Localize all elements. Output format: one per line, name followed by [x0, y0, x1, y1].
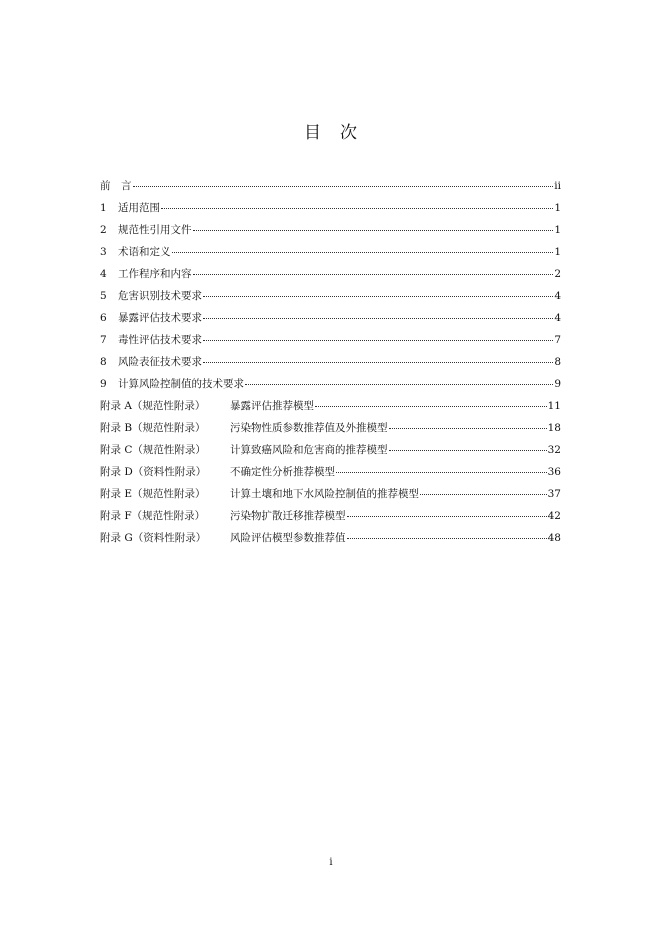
- toc-entry-3[interactable]: [100, 244, 561, 266]
- toc-entry-appendix-a[interactable]: [100, 398, 561, 420]
- toc-number: 2: [100, 224, 107, 236]
- toc-label: 污染物扩散迁移推荐模型: [230, 510, 346, 522]
- toc-label: 术语和定义: [118, 246, 171, 258]
- leader-dots: [347, 537, 547, 539]
- leader-dots: [420, 493, 547, 495]
- table-of-contents: [100, 178, 561, 552]
- toc-entry-appendix-f[interactable]: [100, 508, 561, 530]
- leader-dots: [347, 515, 547, 517]
- toc-label: 计算致癌风险和危害商的推荐模型: [230, 444, 388, 456]
- toc-entry-appendix-e[interactable]: [100, 486, 561, 508]
- toc-number: 6: [100, 312, 107, 324]
- leader-dots: [203, 339, 553, 341]
- toc-entry-2[interactable]: [100, 222, 561, 244]
- toc-number: 5: [100, 290, 107, 302]
- toc-label: 暴露评估技术要求: [118, 312, 202, 324]
- toc-entry-8[interactable]: [100, 354, 561, 376]
- toc-entry-9[interactable]: [100, 376, 561, 398]
- toc-page-number: ii: [554, 180, 561, 192]
- toc-entry-appendix-d[interactable]: [100, 464, 561, 486]
- leader-dots: [203, 295, 553, 297]
- toc-page-number: 36: [547, 466, 561, 478]
- toc-number: 4: [100, 268, 107, 280]
- leader-dots: [172, 251, 554, 253]
- toc-number: 8: [100, 356, 107, 368]
- toc-number: 附录 A（规范性附录）: [100, 400, 206, 412]
- toc-page-number: 18: [547, 422, 561, 434]
- toc-label: 计算土壤和地下水风险控制值的推荐模型: [230, 488, 419, 500]
- toc-entry-4[interactable]: [100, 266, 561, 288]
- toc-label: 风险表征技术要求: [118, 356, 202, 368]
- toc-entry-5[interactable]: [100, 288, 561, 310]
- toc-page-number: 4: [554, 290, 561, 302]
- toc-page-number: 1: [554, 224, 561, 236]
- toc-number: 附录 C（规范性附录）: [100, 444, 206, 456]
- toc-number: 附录 E（规范性附录）: [100, 488, 206, 500]
- toc-entry-6[interactable]: [100, 310, 561, 332]
- toc-entry-1[interactable]: [100, 200, 561, 222]
- toc-number: 7: [100, 334, 107, 346]
- toc-page-number: 7: [554, 334, 561, 346]
- toc-label: 前 言: [100, 180, 132, 192]
- leader-dots: [133, 185, 554, 187]
- toc-label: 暴露评估推荐模型: [230, 400, 314, 412]
- leader-dots: [161, 207, 553, 209]
- toc-number: 附录 D（资料性附录）: [100, 466, 207, 478]
- toc-label: 适用范围: [118, 202, 160, 214]
- toc-label: 不确定性分析推荐模型: [230, 466, 335, 478]
- toc-entry-appendix-b[interactable]: [100, 420, 561, 442]
- toc-page-number: 48: [547, 532, 561, 544]
- toc-page-number: 11: [547, 400, 561, 412]
- toc-label: 毒性评估技术要求: [118, 334, 202, 346]
- leader-dots: [336, 471, 547, 473]
- leader-dots: [193, 273, 554, 275]
- toc-label: 污染物性质参数推荐值及外推模型: [230, 422, 388, 434]
- toc-number: 3: [100, 246, 107, 258]
- toc-label: 危害识别技术要求: [118, 290, 202, 302]
- toc-label: 规范性引用文件: [118, 224, 192, 236]
- toc-page-number: 1: [554, 202, 561, 214]
- toc-entry-appendix-g[interactable]: [100, 530, 561, 552]
- toc-entry-foreword[interactable]: [100, 178, 561, 200]
- toc-label: 工作程序和内容: [118, 268, 192, 280]
- toc-label: 风险评估模型参数推荐值: [230, 532, 346, 544]
- toc-entry-appendix-c[interactable]: [100, 442, 561, 464]
- toc-page-number: 2: [554, 268, 561, 280]
- leader-dots: [203, 361, 553, 363]
- toc-page-number: 42: [547, 510, 561, 522]
- toc-number: 1: [100, 202, 107, 214]
- toc-page-number: 37: [547, 488, 561, 500]
- toc-entry-7[interactable]: [100, 332, 561, 354]
- toc-label: 计算风险控制值的技术要求: [118, 378, 244, 390]
- leader-dots: [315, 405, 547, 407]
- toc-page-number: 32: [547, 444, 561, 456]
- toc-number: 附录 F（规范性附录）: [100, 510, 206, 522]
- page-footer-number: i: [329, 857, 333, 868]
- page-title: 目 次: [304, 123, 358, 143]
- toc-number: 附录 B（规范性附录）: [100, 422, 206, 434]
- leader-dots: [193, 229, 554, 231]
- leader-dots: [245, 383, 553, 385]
- leader-dots: [389, 427, 547, 429]
- toc-page-number: 4: [554, 312, 561, 324]
- toc-number: 9: [100, 378, 107, 390]
- toc-page-number: 1: [554, 246, 561, 258]
- toc-page-number: 9: [554, 378, 561, 390]
- leader-dots: [203, 317, 553, 319]
- toc-page-number: 8: [554, 356, 561, 368]
- leader-dots: [389, 449, 547, 451]
- toc-number: 附录 G（资料性附录）: [100, 532, 207, 544]
